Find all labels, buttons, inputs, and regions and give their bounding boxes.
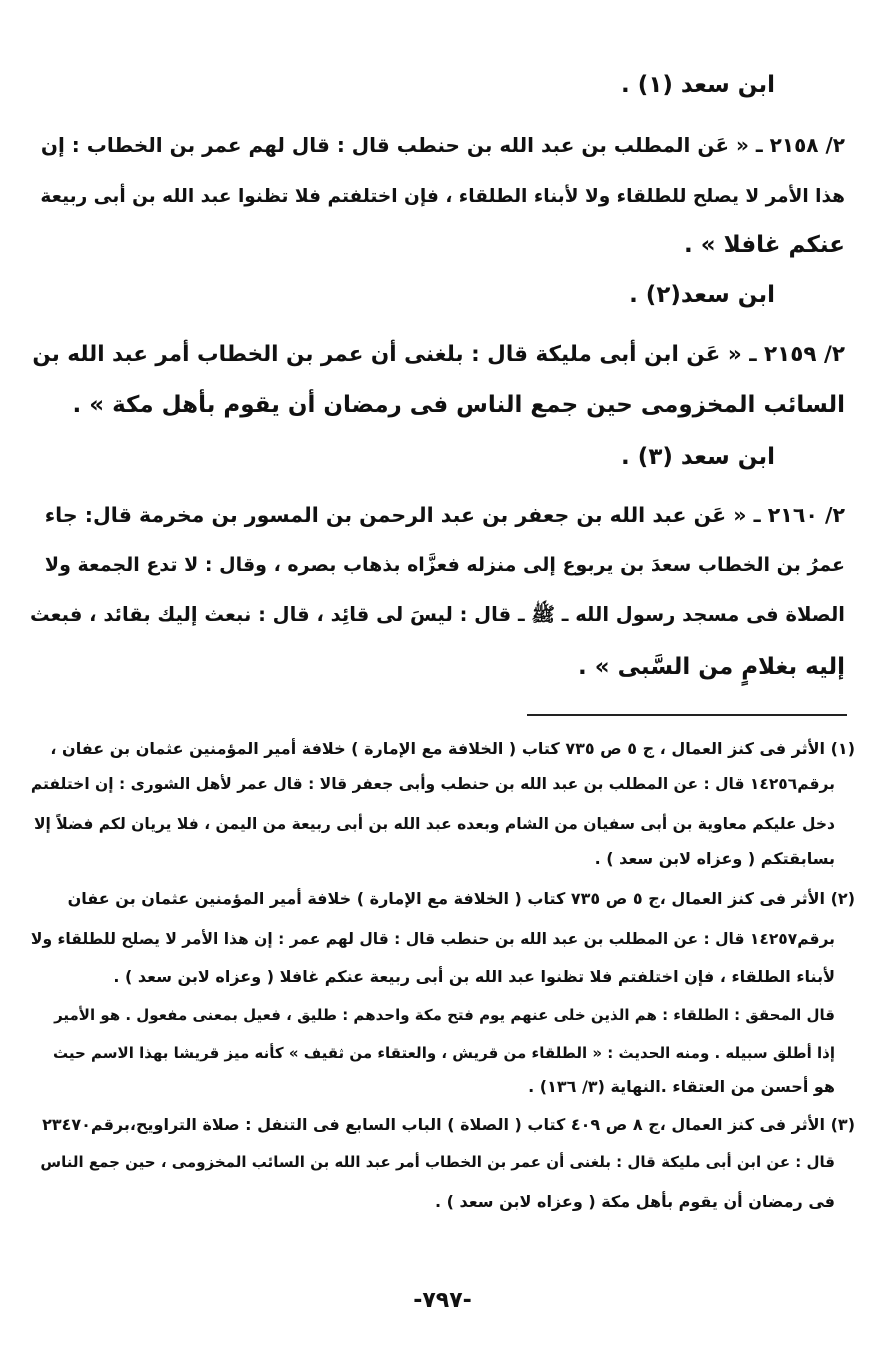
main-line-2: ٢/ ٢١٥٨ ـ « عَن المطلب بن عبد الله بن حنطب قال : قال لهم عمر بن الخطاب : إن xyxy=(40,133,845,157)
footnote-line-6: برقم١٤٢٥٧ قال : عن المطلب بن عبد الله بن حنطب قال : قال لهم عمر : إن هذا الأمر لا يصلح للطلقاء ولا xyxy=(30,930,835,948)
main-line-10: عمرُ بن الخطاب سعدَ بن يربوع إلى منزله فعزَّاه بذهاب بصره ، وقال : لا تدع الجمعة ولا xyxy=(44,554,845,576)
main-line-5: ابن سعد(٢) . xyxy=(629,282,775,308)
main-line-3: هذا الأمر لا يصلح للطلقاء ولا لأبناء الطلقاء ، فإن اختلفتم فلا تظنوا عبد الله بن أبى ربيعة xyxy=(40,186,845,207)
footnote-line-1: (١) الأثر فى كنز العمال ، ج ٥ ص ٧٣٥ كتاب ( الخلافة مع الإمارة ) خلافة أمير المؤمنين عثمان بن عفان ، xyxy=(50,739,855,758)
footnote-line-4: بسابقتكم ( وعزاه لابن سعد ) . xyxy=(594,849,835,868)
footnote-line-11: (٣) الأثر فى كنز العمال ،ج ٨ ص ٤٠٩ كتاب ( الصلاة ) الباب السابع فى التنفل : صلاة التراويح،برقم٢٣٤٧٠ xyxy=(42,1115,855,1134)
footnote-line-8: قال المحقق : الطلقاء : هم الذين خلى عنهم يوم فتح مكة واحدهم : طليق ، فعيل بمعنى مفعول . هو الأمير xyxy=(54,1006,835,1024)
main-line-8: ابن سعد (٣) . xyxy=(621,444,775,470)
main-line-9: ٢/ ٢١٦٠ ـ « عَن عبد الله بن جعفر بن عبد الرحمن بن المسور بن مخرمة قال: جاء xyxy=(44,503,845,527)
page-number: -٧٩٧- xyxy=(413,1288,472,1313)
main-line-12: إليه بغلامٍ من السَّبى » . xyxy=(578,654,845,680)
footnote-line-7: لأبناء الطلقاء ، فإن اختلفتم فلا تظنوا عبد الله بن أبى ربيعة عنكم غافلا ( وعزاه لابن سعد ) . xyxy=(113,967,835,986)
footnote-line-2: برقم١٤٢٥٦ قال : عن المطلب بن عبد الله بن حنطب وأبى جعفر قالا : قال عمر لأهل الشورى : إن اختلفتم xyxy=(30,775,835,793)
footnote-line-3: دخل عليكم معاوية بن أبى سفيان من الشام وبعده عبد الله بن أبى ربيعة من اليمن ، فلا يريان لكم فضلاً إلا xyxy=(33,815,835,833)
main-line-11: الصلاة فى مسجد رسول الله ـ ﷺ ـ قال : ليسَ لى قائِد ، قال : نبعث إليك بقائد ، فبعث xyxy=(30,603,845,626)
footnote-line-9: إذا أطلق سبيله . ومنه الحديث : « الطلقاء من قريش ، والعتقاء من ثقيف » كأنه ميز قريشا بهذا الاسم حيث xyxy=(53,1044,835,1062)
main-line-6: ٢/ ٢١٥٩ ـ « عَن ابن أبى مليكة قال : بلغنى أن عمر بن الخطاب أمر عبد الله بن xyxy=(32,342,845,367)
main-line-7: السائب المخزومى حين جمع الناس فى رمضان أن يقوم بأهل مكة » . xyxy=(72,392,845,418)
footnote-line-10: هو أحسن من العتقاء .النهاية (٣/ ١٣٦) . xyxy=(528,1077,835,1096)
footnote-line-13: فى رمضان أن يقوم بأهل مكة ( وعزاه لابن سعد ) . xyxy=(435,1192,835,1211)
footnote-line-5: (٢) الأثر فى كنز العمال ،ج ٥ ص ٧٣٥ كتاب ( الخلافة مع الإمارة ) خلافة أمير المؤمنين عثمان بن عفان xyxy=(67,889,855,908)
footnote-line-12: قال : عن ابن أبى مليكة قال : بلغنى أن عمر بن الخطاب أمر عبد الله بن السائب المخزومى ، حين جمع الناس xyxy=(40,1153,835,1171)
main-line-4: عنكم غافلا » . xyxy=(684,232,845,258)
main-line-1: ابن سعد (١) . xyxy=(621,72,775,98)
footnote-separator xyxy=(527,714,847,716)
